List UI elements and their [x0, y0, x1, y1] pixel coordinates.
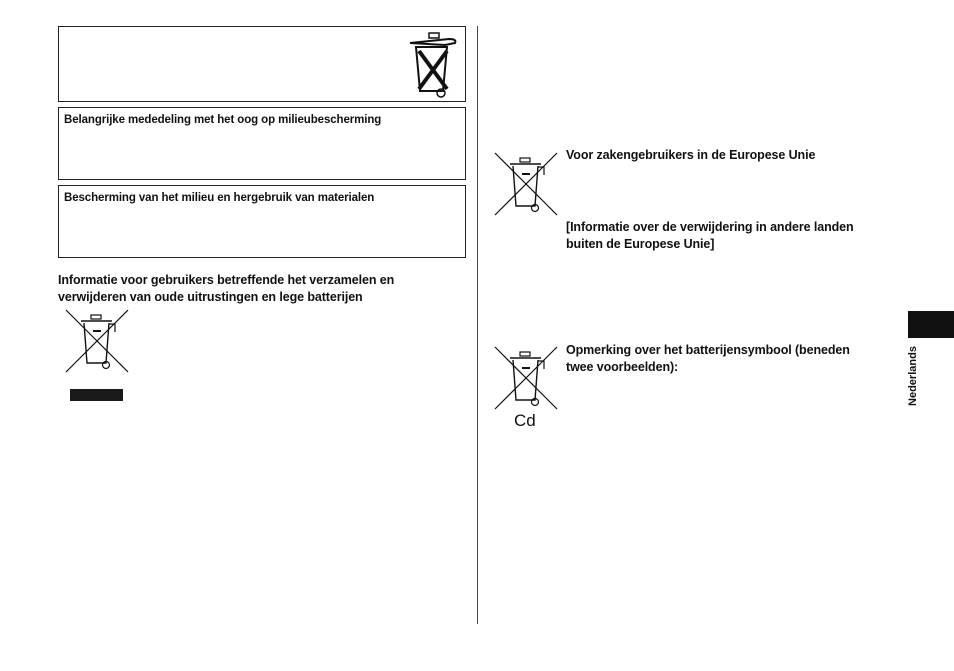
column-divider [477, 26, 478, 624]
environment-notice-box [58, 107, 466, 180]
cadmium-label: Cd [514, 411, 536, 430]
language-label: Nederlands [907, 346, 919, 406]
weee-crossed-bin-icon [64, 308, 130, 374]
recycling-notice-box [58, 26, 466, 102]
weee-crossed-bin-icon-business [493, 151, 559, 217]
materials-protection-title: Bescherming van het milieu en hergebruik van materialen [64, 192, 375, 204]
environment-notice-title: Belangrijke mededeling met het oog op milieubescherming [64, 114, 382, 126]
black-bar-marker [70, 389, 123, 401]
materials-protection-box [58, 185, 466, 258]
battery-crossed-bin-icon [493, 345, 559, 411]
language-tab-marker [908, 311, 954, 338]
outside-eu-heading: [Informatie over de verwijdering in andere landen buiten de Europese Unie] [566, 220, 854, 251]
crossed-trash-bin-icon [405, 31, 459, 99]
battery-note-heading: Opmerking over het batterijensymbool (beneden twee voorbeelden): [566, 343, 850, 374]
business-users-heading: Voor zakengebruikers in de Europese Unie [566, 148, 816, 162]
disposal-info-heading: Informatie voor gebruikers betreffende het verzamelen en verwijderen van oude uitrustingen en lege batterijen [58, 273, 395, 304]
